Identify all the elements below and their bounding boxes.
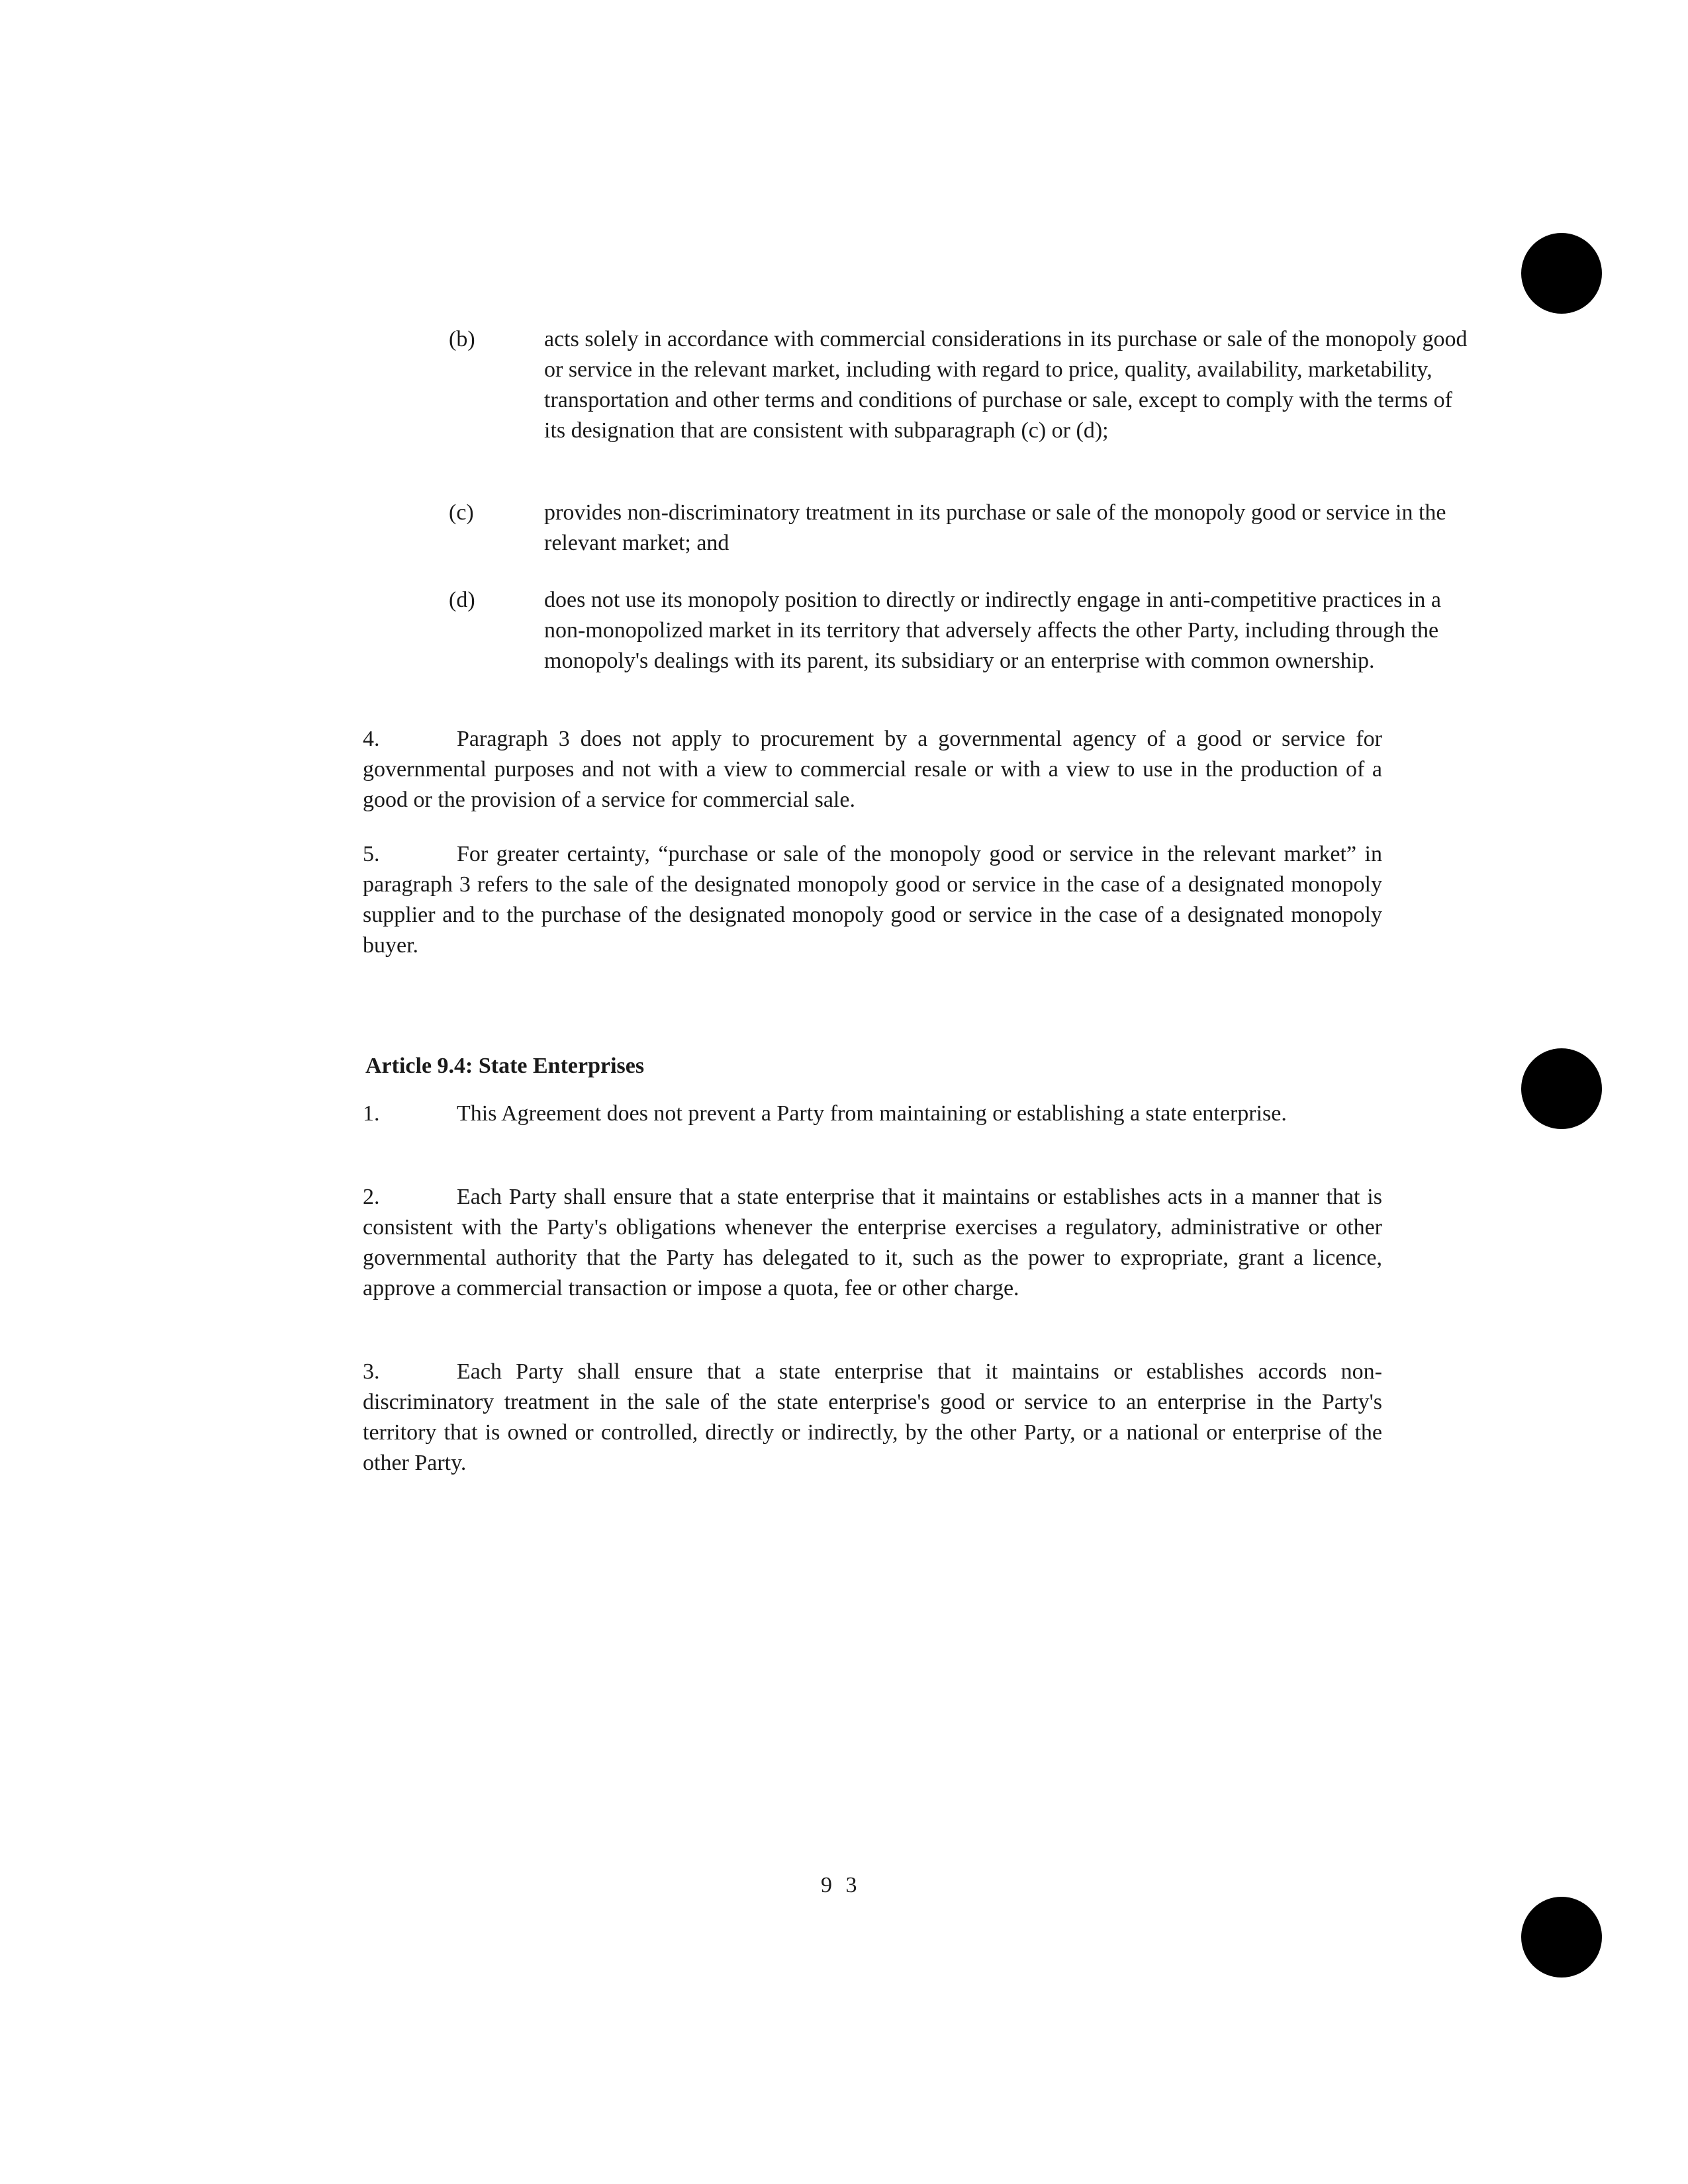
paragraph-text: Paragraph 3 does not apply to procurement by a governmental agency of a good or service for governmental purposes and not with a view to commercial resale or with a view to use in the production of a good or the provision of a service for commercial sale. — [363, 727, 1382, 812]
punch-hole-bottom — [1521, 1897, 1602, 1978]
article-paragraph-3 — [363, 1357, 1382, 1479]
punch-hole-middle — [1521, 1048, 1602, 1129]
paragraph-text: For greater certainty, “purchase or sale of the monopoly good or service in the relevant market” in paragraph 3 refers to the sale of the designated monopoly good or service in the case of a designated monopoly supplier and to the purchase of the designated monopoly good or service in the case of a designated monopoly buyer. — [363, 842, 1382, 958]
subparagraph-text: acts solely in accordance with commercial considerations in its purchase or sale of the monopoly good or service in the relevant market, including with regard to price, quality, availability, marketability, transportation and other terms and conditions of purchase or sale, except to comply with the terms of its designation that are consistent with subparagraph (c) or (d); — [544, 327, 1468, 443]
paragraph-text: This Agreement does not prevent a Party from maintaining or establishing a state enterprise. — [457, 1101, 1287, 1126]
subparagraph-text: provides non-discriminatory treatment in its purchase or sale of the monopoly good or service in the relevant market; and — [544, 500, 1446, 555]
paragraph-number: 5. — [363, 842, 380, 866]
article-paragraph-2 — [363, 1182, 1382, 1304]
subparagraph-label: (d) — [449, 588, 475, 612]
page-number: 9 3 — [821, 1873, 861, 1897]
paragraph-number: 3. — [363, 1359, 380, 1384]
subparagraph-label: (b) — [449, 327, 475, 351]
subparagraph-text: does not use its monopoly position to directly or indirectly engage in anti-competitive practices in a non-monopolized market in its territory that adversely affects the other Party, including through the monopoly's dealings with its parent, its subsidiary or an enterprise with common ownership. — [544, 588, 1441, 673]
subparagraph-label: (c) — [449, 500, 474, 525]
paragraph-4 — [363, 724, 1382, 815]
paragraph-5 — [363, 839, 1382, 961]
article-paragraph-1 — [363, 1099, 1382, 1129]
paragraph-text: Each Party shall ensure that a state enterprise that it maintains or establishes acts in a manner that is consistent with the Party's obligations whenever the enterprise exercises a regulatory, administrative or other governmental authority that the Party has delegated to it, such as the power to expropriate, grant a licence, approve a commercial transaction or impose a quota, fee or other charge. — [363, 1185, 1382, 1300]
paragraph-number: 4. — [363, 727, 380, 751]
paragraph-number: 1. — [363, 1101, 380, 1126]
paragraph-number: 2. — [363, 1185, 380, 1209]
punch-hole-top — [1521, 233, 1602, 314]
article-heading: Article 9.4: State Enterprises — [365, 1054, 645, 1078]
paragraph-text: Each Party shall ensure that a state enterprise that it maintains or establishes accords non-discriminatory treatment in the sale of the state enterprise's good or service to an enterprise in the Party's territory that is owned or controlled, directly or indirectly, by the other Party, or a national or enterprise of the other Party. — [363, 1359, 1382, 1475]
